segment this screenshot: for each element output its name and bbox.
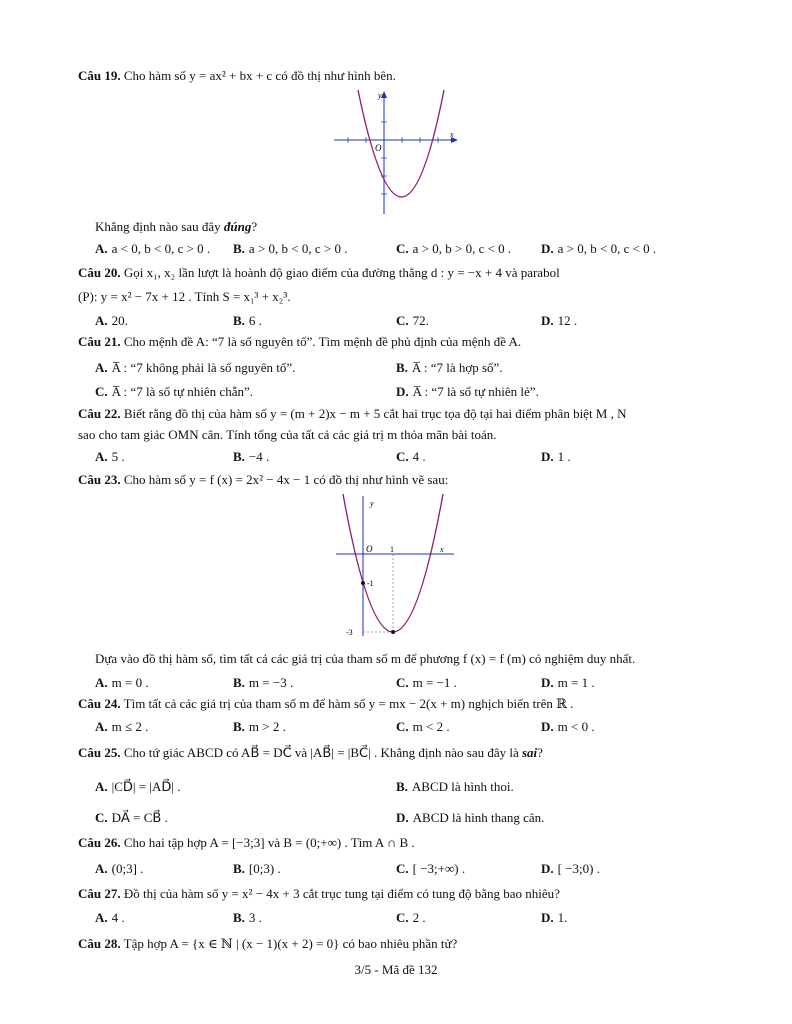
q22-option-b[interactable]: B. −4 .	[233, 449, 270, 464]
q23-option-c-text: m = −1 .	[412, 675, 457, 690]
q21-option-c[interactable]: C. A̅ : “7 là số tự nhiên chẵn”.	[95, 384, 253, 399]
q22-option-b-text: −4 .	[248, 449, 270, 464]
q22-option-a-text: 5 .	[111, 449, 125, 464]
q24-option-b[interactable]: B. m > 2 .	[233, 719, 286, 734]
q23-tick-minus1: -1	[367, 579, 374, 588]
q19-option-d[interactable]: D. a > 0, b < 0, c < 0 .	[541, 241, 657, 256]
q23-vertex-point	[391, 630, 395, 634]
q20-option-c-text: 72.	[412, 313, 429, 328]
q21-option-b-text: A̅ : “7 là hợp số”.	[411, 360, 503, 375]
q25-text: Cho tứ giác ABCD có AB⃗ = DC⃗ và |AB⃗| = |BC⃗| . Khẳng định nào sau đây là	[123, 745, 522, 760]
q23-x-label: x	[440, 545, 444, 554]
q28-text: Tập hợp A = {x ∈ ℕ | (x − 1)(x + 2) = 0} có bao nhiêu phần tử?	[123, 936, 458, 951]
q23-tick-minus3: -3	[346, 628, 353, 637]
q24-option-b-text: m > 2 .	[248, 719, 286, 734]
q19-option-a[interactable]: A. a < 0, b < 0, c > 0 .	[95, 241, 211, 256]
q22-text-line2: sao cho tam giác OMN cân. Tính tổng của tất cả các giá trị m thỏa mãn bài toán.	[78, 427, 497, 442]
q24-text: Tìm tất cả các giá trị của tham số m để hàm số y = mx − 2(x + m) nghịch biến trên ℝ .	[123, 696, 574, 711]
q23-tick-1: 1	[390, 545, 394, 554]
q20-label: Câu 20.	[78, 265, 121, 280]
q19-parabola-graph	[330, 86, 462, 218]
q21-text: Cho mệnh đề A: “7 là số nguyên tố”. Tìm mệnh đề phủ định của mệnh đề A.	[123, 334, 522, 349]
q26-option-b-text: [0;3) .	[248, 861, 281, 876]
q23-option-a-text: m = 0 .	[111, 675, 149, 690]
q19-prompt-emphasis: đúng	[223, 219, 252, 234]
q24-option-a-text: m ≤ 2 .	[111, 719, 149, 734]
q23-option-d-text: m = 1 .	[557, 675, 595, 690]
q19-option-b[interactable]: B. a > 0, b < 0, c > 0 .	[233, 241, 348, 256]
q22-option-c-text: 4 .	[412, 449, 426, 464]
q19-curve	[358, 90, 444, 197]
q21-stem	[78, 334, 521, 350]
q20-option-d[interactable]: D. 12 .	[541, 313, 578, 328]
q24-option-c[interactable]: C. m < 2 .	[396, 719, 450, 734]
q26-option-c[interactable]: C. [ −3;+∞) .	[396, 861, 466, 876]
q27-option-d[interactable]: D. 1.	[541, 910, 568, 925]
q21-option-b[interactable]: B. A̅ : “7 là hợp số”.	[396, 360, 503, 375]
q26-option-d[interactable]: D. [ −3;0) .	[541, 861, 600, 876]
q24-stem	[78, 696, 573, 712]
q19-ticks	[348, 122, 438, 194]
q24-label: Câu 24.	[78, 696, 121, 711]
q19-y-arrow	[381, 91, 387, 98]
q23-stem	[78, 472, 448, 488]
q27-label: Câu 27.	[78, 886, 121, 901]
q25-emphasis: sai	[522, 745, 538, 760]
q21-option-c-text: A̅ : “7 là số tự nhiên chẵn”.	[111, 384, 253, 399]
q20-option-d-text: 12 .	[557, 313, 578, 328]
q19-y-label: y	[378, 91, 382, 100]
q24-option-d-text: m < 0 .	[557, 719, 595, 734]
q24-option-c-text: m < 2 .	[412, 719, 450, 734]
q22-option-d[interactable]: D. 1 .	[541, 449, 571, 464]
q27-option-b-text: 3 .	[248, 910, 262, 925]
q23-option-a[interactable]: A. m = 0 .	[95, 675, 149, 690]
q20-text-line2: (P): y = x² − 7x + 12 . Tính S = x₁³ + x₂³.	[78, 289, 291, 304]
q28-label: Câu 28.	[78, 936, 121, 951]
q20-option-b[interactable]: B. 6 .	[233, 313, 262, 328]
q25-option-d[interactable]: D. ABCD là hình thang cân.	[396, 810, 545, 825]
q19-stem	[78, 68, 396, 84]
q27-option-c[interactable]: C. 2 .	[396, 910, 426, 925]
q27-stem	[78, 886, 560, 902]
q21-option-d[interactable]: D. A̅ : “7 là số tự nhiên lẻ”.	[396, 384, 539, 399]
q24-option-d[interactable]: D. m < 0 .	[541, 719, 595, 734]
q25-option-a[interactable]: A. |CD⃗| = |AD⃗| .	[95, 779, 181, 794]
q26-option-a-text: (0;3] .	[111, 861, 144, 876]
q20-stem	[78, 265, 560, 281]
q19-origin-label: O	[375, 143, 382, 153]
q26-text: Cho hai tập hợp A = [−3;3] và B = (0;+∞) . Tìm A ∩ B .	[123, 835, 415, 850]
q26-option-b[interactable]: B. [0;3) .	[233, 861, 281, 876]
q22-text-line1: Biết rằng đồ thị của hàm số y = (m + 2)x − m + 5 cắt hai trục tọa độ tại hai điểm phân biệt M , N	[123, 406, 627, 421]
q23-origin-label: O	[366, 544, 373, 554]
q27-option-d-text: 1.	[557, 910, 568, 925]
q26-option-c-text: [ −3;+∞) .	[412, 861, 466, 876]
q27-text: Đồ thị của hàm số y = x² − 4x + 3 cắt trục tung tại điểm có tung độ bằng bao nhiêu?	[123, 886, 560, 901]
q19-prompt-end: ?	[251, 219, 258, 234]
q20-option-c[interactable]: C. 72.	[396, 313, 429, 328]
q23-option-d[interactable]: D. m = 1 .	[541, 675, 595, 690]
q20-option-a-text: 20.	[111, 313, 128, 328]
q25-option-a-text: |CD⃗| = |AD⃗| .	[111, 779, 181, 794]
q19-option-d-text: a > 0, b < 0, c < 0 .	[557, 241, 657, 256]
q19-prompt-text: Khẳng định nào sau đây	[95, 219, 224, 234]
q19-option-a-text: a < 0, b < 0, c > 0 .	[111, 241, 211, 256]
q23-option-b[interactable]: B. m = −3 .	[233, 675, 294, 690]
q21-label: Câu 21.	[78, 334, 121, 349]
q22-option-c[interactable]: C. 4 .	[396, 449, 426, 464]
q27-option-a[interactable]: A. 4 .	[95, 910, 125, 925]
q20-option-a[interactable]: A. 20.	[95, 313, 128, 328]
q25-option-d-text: ABCD là hình thang cân.	[412, 810, 545, 825]
q22-option-a[interactable]: A. 5 .	[95, 449, 125, 464]
q26-option-d-text: [ −3;0) .	[557, 861, 600, 876]
q19-text: Cho hàm số y = ax² + bx + c có đồ thị như hình bên.	[123, 68, 396, 83]
q21-option-d-text: A̅ : “7 là số tự nhiên lẻ”.	[412, 384, 539, 399]
q25-text-end: ?	[537, 745, 543, 760]
q25-option-c[interactable]: C. DA⃗ = CB⃗ .	[95, 810, 168, 825]
q21-option-a-text: A̅ : “7 không phải là số nguyên tố”.	[111, 360, 296, 375]
q23-prompt: Dựa vào đồ thị hàm số, tìm tất cả các giá trị của tham số m để phương f (x) = f (m) có nghiệm duy nhất.	[95, 651, 636, 666]
q19-option-c[interactable]: C. a > 0, b > 0, c < 0 .	[396, 241, 512, 256]
q28-stem	[78, 936, 457, 952]
q19-prompt	[95, 219, 257, 235]
q23-text: Cho hàm số y = f (x) = 2x² − 4x − 1 có đồ thị như hình vẽ sau:	[123, 472, 449, 487]
q19-option-c-text: a > 0, b > 0, c < 0 .	[412, 241, 512, 256]
q22-stem	[78, 406, 627, 422]
q20-option-b-text: 6 .	[248, 313, 262, 328]
q23-y-label: y	[370, 499, 374, 508]
q23-option-c[interactable]: C. m = −1 .	[396, 675, 457, 690]
q25-option-b[interactable]: B. ABCD là hình thoi.	[396, 779, 514, 794]
q25-option-c-text: DA⃗ = CB⃗ .	[111, 810, 168, 825]
q22-option-d-text: 1 .	[557, 449, 571, 464]
q23-y-intercept-point	[361, 581, 365, 585]
q19-option-b-text: a > 0, b < 0, c > 0 .	[248, 241, 348, 256]
q26-stem	[78, 835, 415, 851]
q21-option-a[interactable]: A. A̅ : “7 không phải là số nguyên tố”.	[95, 360, 296, 375]
q25-label: Câu 25.	[78, 745, 121, 760]
q19-label: Câu 19.	[78, 68, 121, 83]
q27-option-c-text: 2 .	[412, 910, 426, 925]
q23-label: Câu 23.	[78, 472, 121, 487]
q26-option-a[interactable]: A. (0;3] .	[95, 861, 144, 876]
page-footer: 3/5 - Mã đề 132	[354, 962, 438, 977]
q27-option-b[interactable]: B. 3 .	[233, 910, 262, 925]
q24-option-a[interactable]: A. m ≤ 2 .	[95, 719, 149, 734]
q20-text-line1: Gọi x₁, x₂ lần lượt là hoành độ giao điểm của đường thẳng d : y = −x + 4 và parabol	[123, 265, 560, 280]
q27-option-a-text: 4 .	[111, 910, 125, 925]
q23-parabola-graph	[330, 490, 460, 640]
q22-label: Câu 22.	[78, 406, 121, 421]
q23-option-b-text: m = −3 .	[248, 675, 294, 690]
q25-option-b-text: ABCD là hình thoi.	[411, 779, 514, 794]
q26-label: Câu 26.	[78, 835, 121, 850]
q25-stem	[78, 745, 543, 761]
q19-x-label: x	[450, 130, 454, 139]
